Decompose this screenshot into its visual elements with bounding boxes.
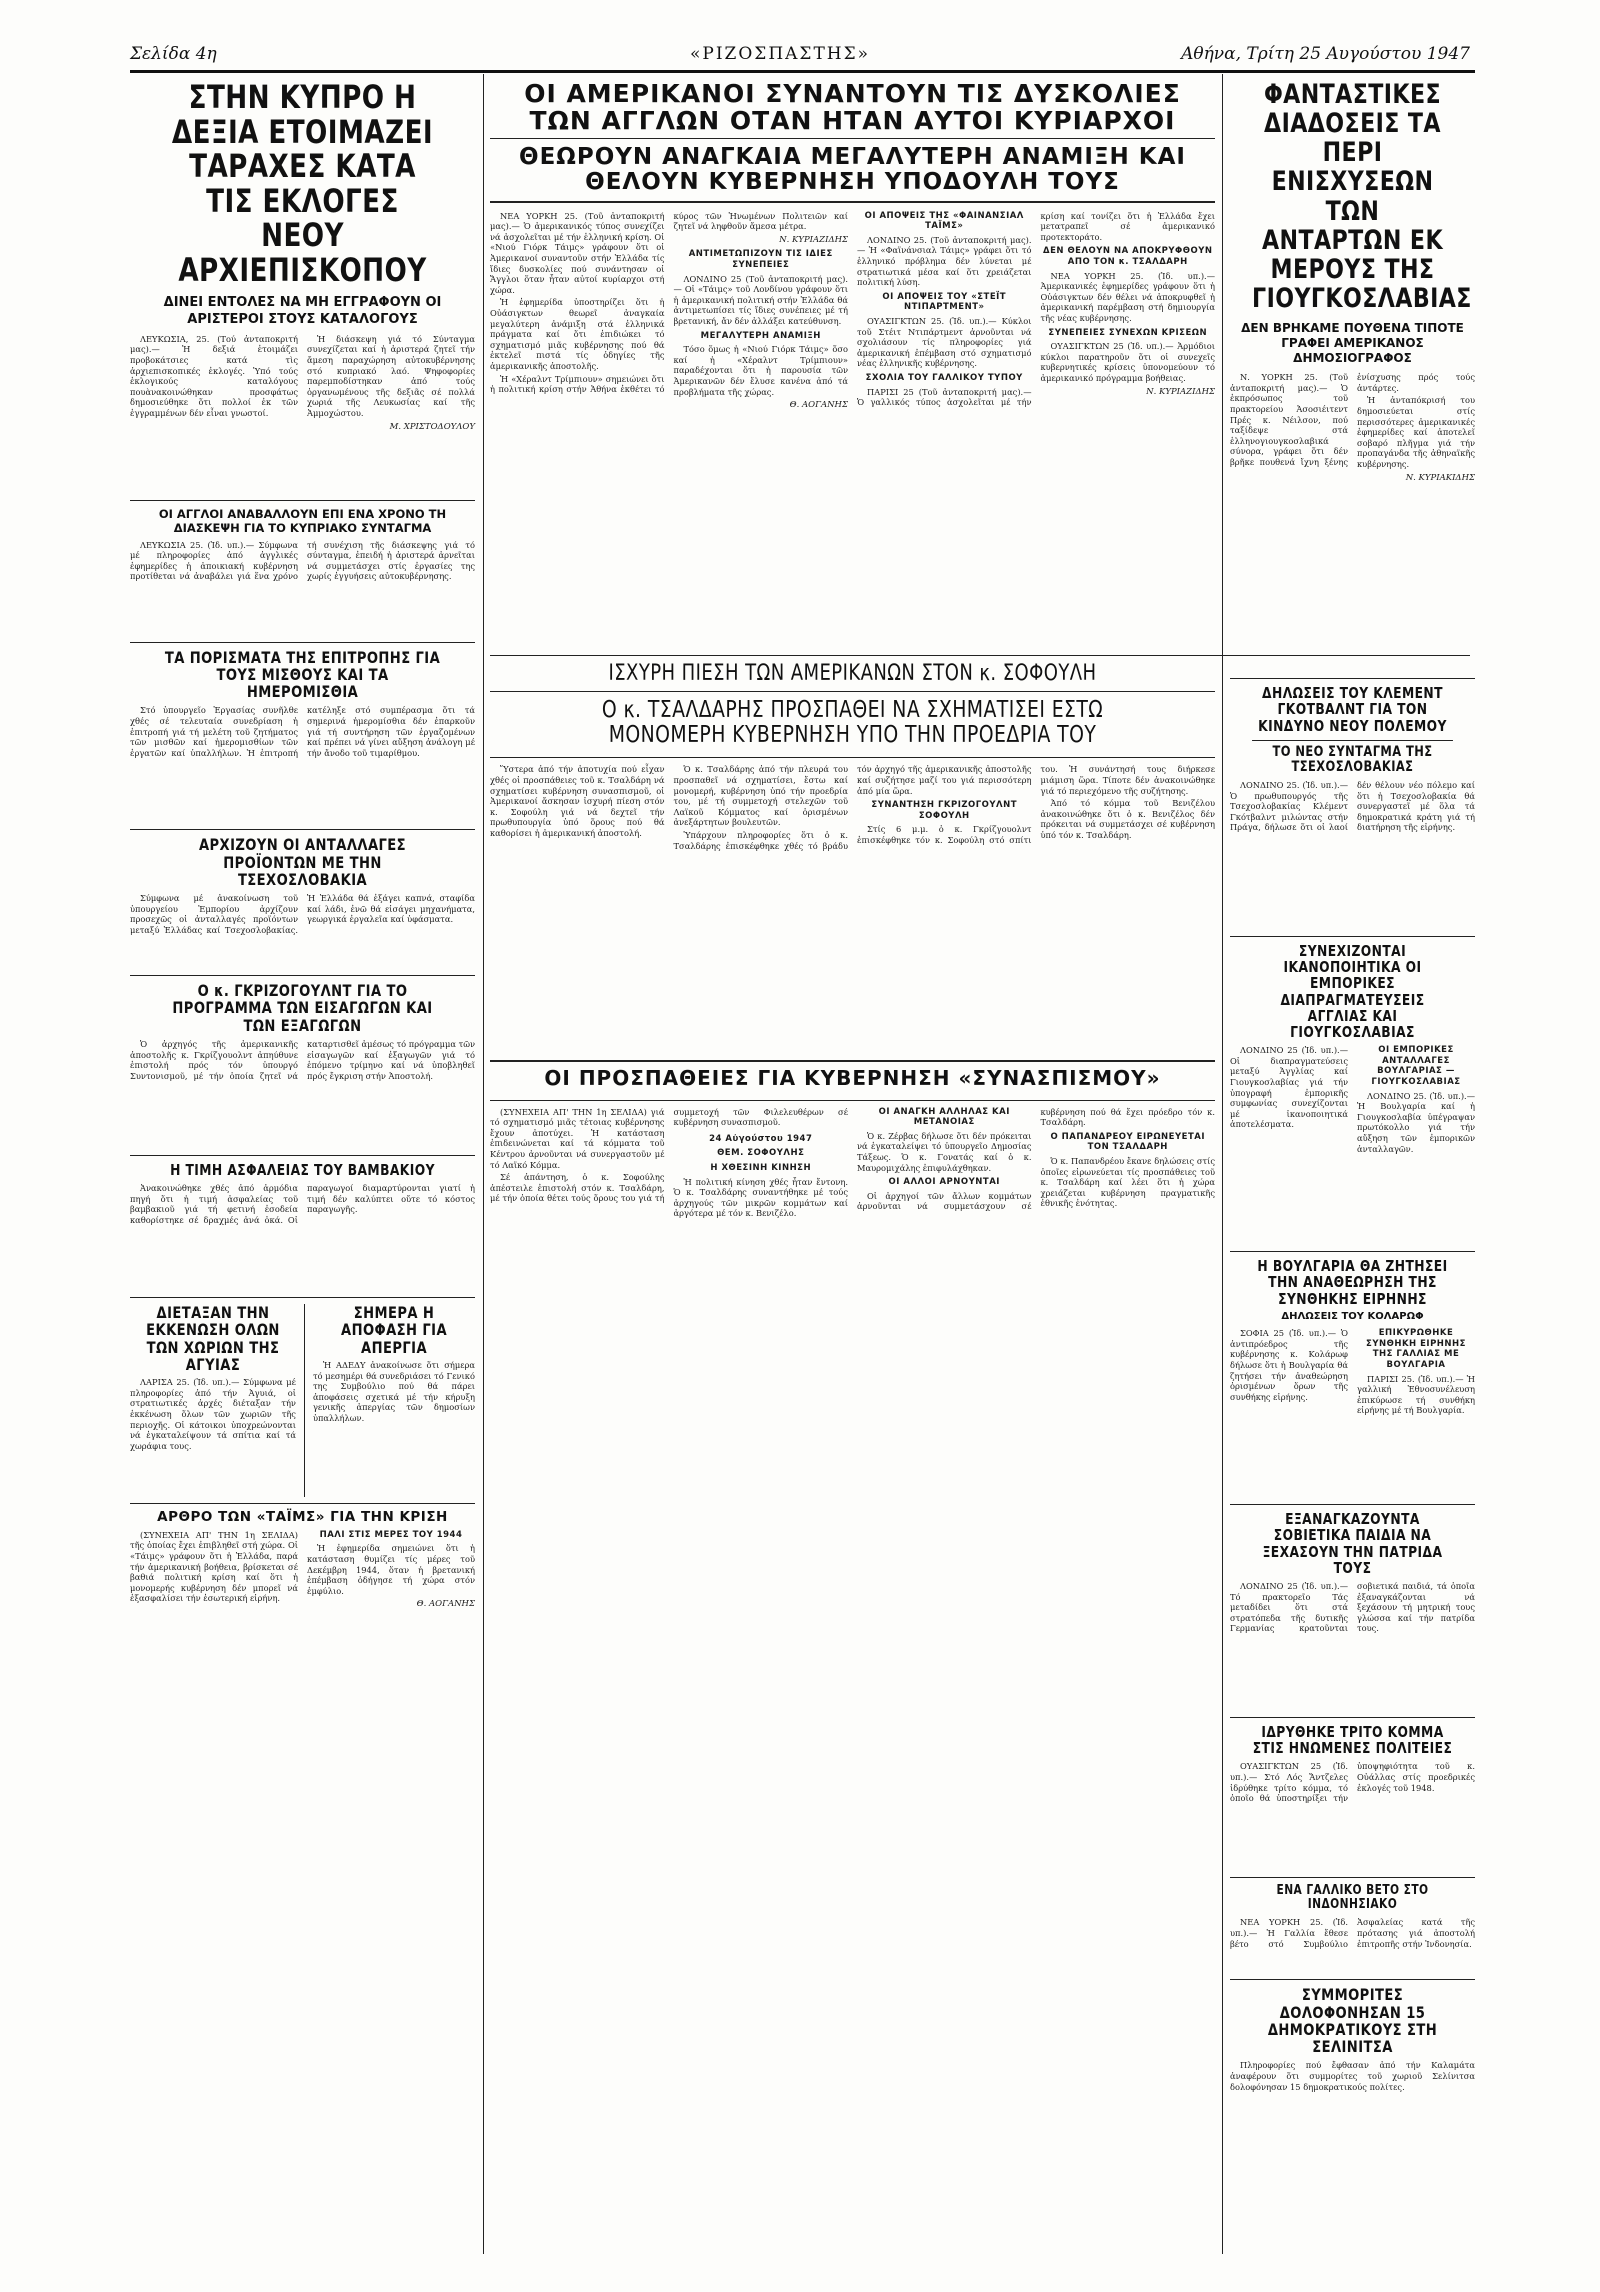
article-body: ΝΕΑ ΥΟΡΚΗ 25. (Τοῦ ἀνταποκριτή μας).— Ὁ ἀμερικανικός τύπος συνεχίζει νά ἀσχολεῖται μέ τήν ἑλληνική κρίση. Οἱ «Νιού Γιόρκ Τάιμς» γράφουν ὅτι οἱ Ἀμερικανοί συναντοῦν στήν Ἑλλάδα τίς ἴδιες δυσκολίες πού συνάντησαν οἱ Ἄγγλοι ὅταν ἦταν αὐτοί κυρίαρχοι στή χώρα. Ἡ ἐφημερίδα ὑποστηρίζει ὅτι ἡ Οὐάσιγκτων θεωρεῖ ἀναγκαία μεγαλύτερη ἀνάμιξη στά ἑλληνικά πράγματα καί ὅτι ἐπιδιώκει τό σχηματισμό μιᾶς κυβέρνησης πού θά ἐκτελεῖ πιστά τίς ὁδηγίες τῆς ἀμερικανικῆς ἀποστολῆς. Ἡ «Χέραλντ Τρίμπιουν» σημειώνει ὅτι ἡ πολιτική κρίση στήν Ἀθήνα ἐκθέτει τό κύρος τῶν Ἡνωμένων Πολιτειῶν καί ζητεῖ νά ληφθοῦν ἄμεσα μέτρα. Ν. ΚΥΡΙΑΖΙΔΗΣ ΑΝΤΙΜΕΤΩΠΙΖΟΥΝ ΤΙΣ ΙΔΙΕΣ ΣΥΝΕΠΕΙΕΣ ΛΟΝΔΙΝΟ 25 (Τοῦ ἀνταποκριτή μας).— Οἱ «Τάιμς» τοῦ Λονδίνου γράφουν ὅτι ἡ ἀμερικανική πολιτική στήν Ἑλλάδα θά ἀντιμετωπίσει τίς ἴδιες συνέπειες μέ τή βρετανική, ἄν δέν ἀλλάξει κατεύθυνση. ΜΕΓΑΛΥΤΕΡΗ ΑΝΑΜΙΞΗ Τόσο ὅμως ἡ «Νιού Γιόρκ Τάιμς» ὅσο καί ἡ «Χέραλντ Τρίμπιουν» παραδέχονται ὅτι ἡ παρουσία τῶν Ἀμερικανῶν δέν ἔλυσε κανένα ἀπό τά προβλήματα τῆς χώρας. Θ. ΑΟΓΑΝΗΣ ΟΙ ΑΠΟΨΕΙΣ ΤΗΣ «ΦΑΙΝΑΝΣΙΑΛ ΤΑΪΜΣ» ΛΟΝΔΙΝΟ 25. (Τοῦ ἀνταποκριτή μας).— Ἡ «Φαϊνάνσιαλ Τάιμς» γράφει ὅτι τό ἑλληνικό πρόβλημα δέν λύνεται μέ στρατιωτικά μέσα καί ὅτι χρειάζεται πολιτική λύση. ΟΙ ΑΠΟΨΕΙΣ ΤΟΥ «ΣΤΕΪΤ ΝΤΙΠΑΡΤΜΕΝΤ» ΟΥΑΣΙΓΚΤΩΝ 25. (Ἰδ. υπ.).— Κύκλοι τοῦ Στέιτ Ντιπάρτμεντ ἀρνοῦνται νά σχολιάσουν τίς πληροφορίες γιά ἀμερικανική ἐπέμβαση στό σχηματισμό νέας ἑλληνικῆς κυβέρνησης. ΣΧΟΛΙΑ ΤΟΥ ΓΑΛΛΙΚΟΥ ΤΥΠΟΥ ΠΑΡΙΣΙ 25 (Τοῦ ἀνταποκριτή μας).— Ὁ γαλλικός τύπος ἀσχολεῖται μέ τήν κρίση καί τονίζει ὅτι ἡ Ἑλλάδα ἔχει μετατραπεῖ σέ ἀμερικανικό προτεκτοράτο. ΔΕΝ ΘΕΛΟΥΝ ΝΑ ΑΠΟΚΡΥΦΘΟΥΝ ΑΠΟ ΤΟΝ κ. ΤΣΑΛΔΑΡΗ ΝΕΑ ΥΟΡΚΗ 25. (Ἰδ. υπ.).— Ἀμερικανικές ἐφημερίδες γράφουν ὅτι ἡ Οὐάσιγκτων δέν θέλει νά ἀποκρυφθεῖ ἡ ἀμερικανική παρέμβαση στή δημιουργία τῆς νέας κυβέρνησης. ΣΥΝΕΠΕΙΕΣ ΣΥΝΕΧΩΝ ΚΡΙΣΕΩΝ ΟΥΑΣΙΓΚΤΩΝ 25 (Ἰδ. υπ.).— Ἀρμόδιοι κύκλοι παρατηροῦν ὅτι οἱ συνεχεῖς κυβερνητικές κρίσεις ὑπονομεύουν τό ἀμερικανικό πρόγραμμα βοήθειας. Ν. ΚΥΡΙΑΖΙΔΗΣ [490, 210, 1215, 411]
subheadline: ΤΟ ΝΕΟ ΣΥΝΤΑΓΜΑ ΤΗΣ ΤΣΕΧΟΣΛΟΒΑΚΙΑΣ [1252, 740, 1453, 775]
article-body: Ἀνακοινώθηκε χθές ἀπό ἀρμόδια πηγή ὅτι ἡ τιμή ἀσφαλείας τοῦ βαμβακιοῦ γιά τή φετινή ἐσοδεία καθορίστηκε σέ δραχμές ἀνά ὀκά. Οἱ παραγωγοί διαμαρτύρονται γιατί ἡ τιμή δέν καλύπτει οὔτε τό κόστος παραγωγῆς. [130, 1183, 475, 1225]
headline: ΤΑ ΠΟΡΙΣΜΑΤΑ ΤΗΣ ΕΠΙΤΡΟΠΗΣ ΓΙΑ ΤΟΥΣ ΜΙΣΘΟΥΣ ΚΑΙ ΤΑ ΗΜΕΡΟΜΙΣΘΙΑ [164, 647, 441, 702]
newspaper-name: «ΡΙΖΟΣΠΑΣΤΗΣ» [690, 44, 871, 64]
right-column [1230, 80, 1475, 2120]
article-imports-exports [130, 982, 475, 1149]
article-bulgaria [1230, 1258, 1475, 1498]
left-column [130, 80, 475, 1970]
section-rule [130, 1155, 475, 1156]
article-body: ΛΟΝΔΙΝΟ 25 (Ἰδ. υπ.).— Τό πρακτορεῖο Τάς μεταδίδει ὅτι στά στρατόπεδα τῆς δυτικῆς Γερμανίας κρατοῦνται σοβιετικά παιδιά, τά ὁποῖα ἐξαναγκάζονται νά ξεχάσουν τή μητρική τους γλώσσα καί τήν πατρίδα τους. [1230, 1580, 1475, 1634]
headline: ΣΥΝΕΧΙΖΟΝΤΑΙ ΙΚΑΝΟΠΟΙΗΤΙΚΑ ΟΙ ΕΜΠΟΡΙΚΕΣ ΔΙΑΠΡΑΓΜΑΤΕΥΣΕΙΣ ΑΓΓΛΙΑΣ ΚΑΙ ΓΙΟΥΓΚΟΣΛΑΒΙΑΣ [1280, 942, 1425, 1041]
section-rule [130, 642, 475, 643]
headline: ΑΡΧΙΖΟΥΝ ΟΙ ΑΝΤΑΛΛΑΓΕΣ ΠΡΟΪΟΝΤΩΝ ΜΕ ΤΗΝ ΤΣΕΧΟΣΛΟΒΑΚΙΑ [198, 835, 407, 889]
article-strike [313, 1304, 475, 1497]
subhead: ΠΑΛΙ ΣΤΙΣ ΜΕΡΕΣ ΤΟΥ 1944 [319, 1529, 463, 1540]
byline: Θ. ΑΟΓΑΝΗΣ [789, 400, 848, 411]
subheadline: ΘΕΩΡΟΥΝ ΑΝΑΓΚΑΙΑ ΜΕΓΑΛΥΤΕΡΗ ΑΝΑΜΙΞΗ ΚΑΙ ΘΕΛΟΥΝ ΚΥΒΕΡΝΗΣΗ ΥΠΟΔΟΥΛΗ ΤΟΥΣ [519, 144, 1186, 195]
article-cyprus-elections [130, 80, 475, 494]
section-rule [1230, 1717, 1475, 1718]
article-body: (ΣΥΝΕΧΕΙΑ ΑΠ' ΤΗΝ 1η ΣΕΛΙΔΑ) γιά τό σχηματισμό μιᾶς τέτοιας κυβέρνησης ἔχουν ἀποτύχει. Ἡ κατάσταση ἐπιδεινώνεται καί τά κόμματα τοῦ Κέντρου ἀρνοῦνται νά συνεργαστοῦν μέ τό Λαϊκό Κόμμα. Σέ ἀπάντηση, ὁ κ. Σοφούλης ἀπέστειλε ἐπιστολή στόν κ. Τσαλδάρη, μέ τήν ὁποία θέτει τούς ὅρους του γιά τή συμμετοχή τῶν Φιλελευθέρων σέ κυβέρνηση συνασπισμοῦ. 24 Αὐγούστου 1947 ΘΕΜ. ΣΟΦΟΥΛΗΣ Η ΧΘΕΣΙΝΗ ΚΙΝΗΣΗ Ἡ πολιτική κίνηση χθές ἦταν ἔντονη. Ὁ κ. Τσαλδάρης συναντήθηκε μέ τούς ἀρχηγούς τῶν μικρῶν κομμάτων καί ἀργότερα μέ τόν κ. Βενιζέλο. ΟΙ ΑΝΑΓΚΗ ΑΛΛΗΛΑΣ ΚΑΙ ΜΕΤΑΝΟΙΑΣ Ὁ κ. Ζέρβας δήλωσε ὅτι δέν πρόκειται νά ἐγκαταλείψει τό ὑπουργεῖο Δημοσίας Τάξεως. Ὁ κ. Γονατάς καί ὁ κ. Μαυρομιχάλης ἐπιφυλάχθηκαν. ΟΙ ΑΛΛΟΙ ΑΡΝΟΥΝΤΑΙ Οἱ ἀρχηγοί τῶν ἄλλων κομμάτων ἀρνοῦνται νά συμμετάσχουν σέ κυβέρνηση πού θά ἔχει πρόεδρο τόν κ. Τσαλδάρη. Ο ΠΑΠΑΝΔΡΕΟΥ ΕΙΡΩΝΕΥΕΤΑΙ ΤΟΝ ΤΣΑΛΔΑΡΗ Ὁ κ. Παπανδρέου ἔκανε δηλώσεις στίς ὁποῖες εἰρωνεύεται τίς προσπάθειες τοῦ κ. Τσαλδάρη καί λέει ὅτι ἡ χώρα χρειάζεται κυβέρνηση πραγματικῆς ἐθνικῆς ἑνότητας. [490, 1100, 1215, 2250]
article-body: ΛΑΡΙΣΑ 25. (Ἰδ. υπ.).— Σύμφωνα μέ πληροφορίες ἀπό τήν Ἀγυιά, οἱ στρατιωτικές ἀρχές διέταξαν τήν ἐκκένωση ὅλων τῶν χωριῶν τῆς περιοχῆς. Οἱ κάτοικοι ὑποχρεώνονται νά ἐγκαταλείψουν τά σπίτια καί τά χωράφια τους. [130, 1377, 296, 1451]
top-headline-block [490, 80, 1215, 139]
headline: ΔΗΛΩΣΕΙΣ ΤΟΥ ΚΛΕΜΕΝΤ ΓΚΟΤΒΑΛΝΤ ΓΙΑ ΤΟΝ ΚΙΝΔΥΝΟ ΝΕΟΥ ΠΟΛΕΜΟΥ [1258, 684, 1447, 735]
subhead: ΣΧΟΛΙΑ ΤΟΥ ΓΑΛΛΙΚΟΥ ΤΥΠΟΥ [865, 372, 1023, 383]
article-body: ΛΟΝΔΙΝΟ 25 (Ἰδ. υπ.).— Οἱ διαπραγματεύσεις μεταξύ Ἀγγλίας καί Γιουγκοσλαβίας γιά τήν ὑπογραφή ἐμπορικῆς συμφωνίας συνεχίζονται μέ ἱκανοποιητικά ἀποτελέσματα. ΟΙ ΕΜΠΟΡΙΚΕΣ ΑΝΤΑΛΛΑΓΕΣ ΒΟΥΛΓΑΡΙΑΣ — ΓΙΟΥΓΚΟΣΛΑΒΙΑΣ ΛΟΝΔΙΝΟ 25. (Ἰδ. υπ.).— Ἡ Βουλγαρία καί ἡ Γιουγκοσλαβία ὑπέγραψαν πρωτόκολλο γιά τήν αὔξηση τῶν ἐμπορικῶν ἀνταλλαγῶν. [1230, 1045, 1475, 1154]
signature-date: 24 Αὐγούστου 1947 [709, 1133, 813, 1144]
section-rule [1230, 936, 1475, 937]
top-story [490, 80, 1215, 721]
section-rule [130, 975, 475, 976]
section-rule [130, 1297, 475, 1298]
byline: Θ. ΑΟΓΑΝΗΣ [416, 1599, 475, 1610]
subheadline: ΔΙΝΕΙ ΕΝΤΟΛΕΣ ΝΑ ΜΗ ΕΓΓΡΑΦΟΥΝ ΟΙ ΑΡΙΣΤΕΡΟΙ ΣΤΟΥΣ ΚΑΤΑΛΟΓΟΥΣ [163, 295, 442, 327]
article-evacuation [130, 1304, 296, 1497]
article-body: ΣΟΦΙΑ 25 (Ἰδ. υπ.).— Ὁ ἀντιπρόεδρος τῆς κυβέρνησης κ. Κολάρωφ δήλωσε ὅτι ἡ Βουλγαρία θά ζητήσει τήν ἀναθεώρηση ὁρισμένων ὅρων τῆς συνθήκης εἰρήνης. ΕΠΙΚΥΡΩΘΗΚΕ ΣΥΝΘΗΚΗ ΕΙΡΗΝΗΣ ΤΗΣ ΓΑΛΛΙΑΣ ΜΕ ΒΟΥΛΓΑΡΙΑ ΠΑΡΙΣΙ 25. (Ἰδ. υπ.).— Ἡ γαλλική Ἐθνοσυνέλευση ἐπικύρωσε τή συνθήκη εἰρήνης μέ τή Βουλγαρία. [1230, 1328, 1475, 1416]
section-rule [490, 1060, 1215, 1062]
subhead: ΟΙ ΑΠΟΨΕΙΣ ΤΟΥ «ΣΤΕΪΤ ΝΤΙΠΑΡΤΜΕΝΤ» [882, 291, 1007, 313]
page-number: Σελίδα 4η [130, 44, 217, 64]
headline: Η ΤΙΜΗ ΑΣΦΑΛΕΙΑΣ ΤΟΥ ΒΑΜΒΑΚΙΟΥ [170, 1160, 435, 1179]
dateline: Αθήνα, Τρίτη 25 Αυγούστου 1947 [1181, 44, 1470, 64]
two-article-row [130, 1304, 475, 1497]
subhead: ΟΙ ΑΠΟΨΕΙΣ ΤΗΣ «ΦΑΙΝΑΝΣΙΑΛ ΤΑΪΜΣ» [864, 210, 1024, 232]
section-rule [1230, 1979, 1475, 1980]
article-body: Πληροφορίες πού ἔφθασαν ἀπό τήν Καλαμάτα ἀναφέρουν ὅτι συμμορίτες τοῦ χωριοῦ Σελίνιτσα δολοφόνησαν 15 δημοκρατικούς πολίτες. [1230, 2060, 1475, 2092]
article-soviet-children [1230, 1511, 1475, 1711]
top-subheadline-block [490, 139, 1215, 203]
section-rule [130, 1503, 475, 1504]
subhead: ΟΙ ΑΝΑΓΚΗ ΑΛΛΗΛΑΣ ΚΑΙ ΜΕΤΑΝΟΙΑΣ [878, 1106, 1010, 1128]
section-rule [1230, 1877, 1475, 1878]
headline: Η ΒΟΥΛΓΑΡΙΑ ΘΑ ΖΗΤΗΣΕΙ ΤΗΝ ΑΝΑΘΕΩΡΗΣΗ ΤΗΣ ΣΥΝΘΗΚΗΣ ΕΙΡΗΝΗΣ [1257, 1257, 1448, 1308]
subhead: ΔΕΝ ΘΕΛΟΥΝ ΝΑ ΑΠΟΚΡΥΦΘΟΥΝ ΑΠΟ ΤΟΝ κ. ΤΣΑΛΔΑΡΗ [1042, 246, 1213, 268]
headline: ΟΙ ΑΜΕΡΙΚΑΝΟΙ ΣΥΝΑΝΤΟΥΝ ΤΙΣ ΔΥΣΚΟΛΙΕΣ ΤΩΝ ΑΓΓΛΩΝ ΟΤΑΝ ΗΤΑΝ ΑΥΤΟΙ ΚΥΡΙΑΡΧΟΙ [524, 79, 1181, 135]
article-gottwald [1230, 685, 1475, 930]
header-rule [130, 70, 1475, 73]
article-body: ΟΥΑΣΙΓΚΤΩΝ 25 (Ἰδ. υπ.).— Στό Λός Ἄντζελες ἱδρύθηκε τρίτο κόμμα, τό ὁποῖο θά ὑποστηρίξει τήν ὑποψηφιότητα τοῦ κ. Οὐάλλας στίς προεδρικές ἐκλογές τοῦ 1948. [1230, 1761, 1475, 1804]
article-french-veto [1230, 1884, 1475, 1973]
byline: Ν. ΚΥΡΙΑΖΙΔΗΣ [1146, 386, 1215, 397]
section-rule [1230, 1251, 1475, 1252]
article-body: (ΣΥΝΕΧΕΙΑ ΑΠ' ΤΗΝ 1η ΣΕΛΙΔΑ) τῆς ὁποίας ἔχει ἐπιβληθεῖ στή χώρα. Οἱ «Τάιμς» γράφουν ὅτι ἡ Ἑλλάδα, παρά τήν ἀμερικανική βοήθεια, βρίσκεται σέ βαθιά πολιτική κρίση καί ὅτι ἡ μονομερής κυβέρνηση δέν μπορεῖ νά ἐξασφαλίσει τήν ἐσωτερική εἰρήνη. ΠΑΛΙ ΣΤΙΣ ΜΕΡΕΣ ΤΟΥ 1944 Ἡ ἐφημερίδα σημειώνει ὅτι ἡ κατάσταση θυμίζει τίς μέρες τοῦ Δεκέμβρη 1944, ὅταν ἡ βρετανική ἐπέμβαση ὁδήγησε τή χώρα στόν ἐμφύλιο. Θ. ΑΟΓΑΝΗΣ [130, 1529, 475, 1610]
subhead: ΟΙ ΑΛΛΟΙ ΑΡΝΟΥΝΤΑΙ [888, 1177, 1000, 1188]
subhead: ΜΕΓΑΛΥΤΕΡΗ ΑΝΑΜΙΞΗ [700, 330, 821, 341]
article-body: ΛΟΝΔΙΝΟ 25. (Ἰδ. υπ.).— Ὁ πρωθυπουργός τῆς Τσεχοσλοβακίας Κλέμεντ Γκότβαλντ μιλώντας στήν Πράγα, δήλωσε ὅτι οἱ λαοί δέν θέλουν νέο πόλεμο καί ὅτι ἡ Τσεχοσλοβακία θά συνεργαστεῖ μέ ὅλα τά δημοκρατικά κράτη γιά τή διατήρηση τῆς εἰρήνης. [1230, 780, 1475, 833]
article-cyprus-constitution [130, 507, 475, 636]
headline: ΕΝΑ ΓΑΛΛΙΚΟ ΒΕΤΟ ΣΤΟ ΙΝΔΟΝΗΣΙΑΚΟ [1276, 1883, 1429, 1913]
coalition-story [490, 1068, 1215, 2250]
article-selinitsa [1230, 1986, 1475, 2120]
page-header [130, 40, 1470, 70]
section-rule [130, 829, 475, 830]
headline: ΙΔΡΥΘΗΚΕ ΤΡΙΤΟ ΚΟΜΜΑ ΣΤΙΣ ΗΝΩΜΕΝΕΣ ΠΟΛΙΤΕΙΕΣ [1252, 1722, 1453, 1758]
article-times [130, 1510, 475, 1970]
subhead: ΕΠΙΚΥΡΩΘΗΚΕ ΣΥΝΘΗΚΗ ΕΙΡΗΝΗΣ ΤΗΣ ΓΑΛΛΙΑΣ ΜΕ ΒΟΥΛΓΑΡΙΑ [1366, 1328, 1466, 1370]
headline: ΙΣΧΥΡΗ ΠΙΕΣΗ ΤΩΝ ΑΜΕΡΙΚΑΝΩΝ ΣΤΟΝ κ. ΣΟΦΟΥΛΗ [608, 661, 1097, 686]
article-trade-talks [1230, 943, 1475, 1245]
headline: ΣΥΜΜΟΡΙΤΕΣ ΔΟΛΟΦΟΝΗΣΑΝ 15 ΔΗΜΟΚΡΑΤΙΚΟΥΣ ΣΤΗ ΣΕΛΙΝΙΤΣΑ [1267, 1985, 1438, 2057]
byline: Μ. ΧΡΙΣΤΟΔΟΥΛΟΥ [389, 421, 475, 432]
headline: ΣΤΗΝ ΚΥΠΡΟ Η ΔΕΞΙΑ ΕΤΟΙΜΑΖΕΙ ΤΑΡΑΧΕΣ ΚΑΤΑ ΤΙΣ ΕΚΛΟΓΕΣ ΝΕΟΥ ΑΡΧΙΕΠΙΣΚΟΠΟΥ [171, 78, 434, 289]
headline: ΣΗΜΕΡΑ Η ΑΠΟΦΑΣΗ ΓΙΑ ΑΠΕΡΓΙΑ [340, 1303, 447, 1357]
article-czech-trade [130, 836, 475, 969]
headline: ΕΞΑΝΑΓΚΑΖΟΥΝΤΑ ΣΟΒΙΕΤΙΚΑ ΠΑΙΔΙΑ ΝΑ ΞΕΧΑΣΟΥΝ ΤΗΝ ΠΑΤΡΙΔΑ ΤΟΥΣ [1262, 1510, 1443, 1577]
article-body: Σύμφωνα μέ ἀνακοίνωση τοῦ ὑπουργείου Ἐμπορίου ἀρχίζουν προσεχῶς οἱ ἀνταλλαγές προϊόντων μεταξύ Ἑλλάδας καί Τσεχοσλοβακίας. Ἡ Ἑλλάδα θά ἐξάγει καπνά, σταφίδα καί λάδι, ἐνῶ θά εἰσάγει μηχανήματα, γεωργικά ἐργαλεῖα καί ὑφάσματα. [130, 893, 475, 935]
article-body: ΝΕΑ ΥΟΡΚΗ 25. (Ἰδ. υπ.).— Ἡ Γαλλία ἔθεσε βέτο στό Συμβούλιο Ἀσφαλείας κατά τῆς πρότασης γιά ἀποστολή ἐπιτροπῆς στήν Ἰνδονησία. [1230, 1917, 1475, 1949]
subhead: Η ΧΘΕΣΙΝΗ ΚΙΝΗΣΗ [710, 1162, 812, 1173]
column-rule [304, 1304, 305, 1497]
subhead: Ο ΠΑΠΑΝΔΡΕΟΥ ΕΙΡΩΝΕΥΕΤΑΙ ΤΟΝ ΤΣΑΛΔΑΡΗ [1050, 1131, 1205, 1153]
byline: Ν. ΚΥΡΙΑΖΙΔΗΣ [779, 234, 848, 245]
byline: Ν. ΚΥΡΙΑΚΙΔΗΣ [1405, 472, 1475, 483]
article-body: Ἡ ΑΔΕΔΥ ἀνακοίνωσε ὅτι σήμερα τό μεσημέρι θά συνεδριάσει τό Γενικό της Συμβούλιο πού θά πάρει ἀποφάσεις σχετικά μέ τήν κήρυξη γενικῆς ἀπεργίας τῶν δημοσίων ὑπαλλήλων. [312, 1359, 475, 1423]
article-body: Ὁ ἀρχηγός τῆς ἀμερικανικῆς ἀποστολῆς κ. Γκρίζγουολντ ἀπηύθυνε ἐπιστολή πρός τόν ὑπουργό Συντονισμοῦ, μέ τήν ὁποία ζητεῖ νά καταρτισθεῖ ἀμέσως τό πρόγραμμα τῶν εἰσαγωγῶν καί ἐξαγωγῶν γιά τό ἑπόμενο τρίμηνο καί νά ὑποβληθεῖ πρός ἔγκριση στήν Ἀποστολή. [130, 1038, 475, 1081]
article-body: Ν. ΥΟΡΚΗ 25. (Τοῦ ἀνταποκριτή μας).— Ὁ ἐκπρόσωπος τοῦ πρακτορείου Ἀσοσιέιτεντ Πρές κ. Νέιλσον, πού ταξίδεψε στά ἑλληνογιουγκοσλαβικά σύνορα, γράφει ὅτι δέν βρῆκε πουθενά ἴχνη ξένης ἐνίσχυσης πρός τούς ἀντάρτες. Ἡ ἀνταπόκρισή του δημοσιεύεται στίς περισσότερες ἀμερικανικές ἐφημερίδες καί ἀποτελεῖ σοβαρό πλῆγμα γιά τήν προπαγάνδα τῆς ἀθηναϊκῆς κυβέρνησης. Ν. ΚΥΡΙΑΚΙΔΗΣ [1230, 372, 1475, 483]
article-cotton-price [130, 1162, 475, 1291]
headline: ΟΙ ΑΓΓΛΟΙ ΑΝΑΒΑΛΛΟΥΝ ΕΠΙ ΕΝΑ ΧΡΟΝΟ ΤΗ ΔΙΑΣΚΕΨΗ ΓΙΑ ΤΟ ΚΥΠΡΙΑΚΟ ΣΥΝΤΑΓΜΑ [158, 506, 447, 536]
article-body: Ὕστερα ἀπό τήν ἀποτυχία πού εἶχαν χθές οἱ προσπάθειες τοῦ κ. Τσαλδάρη νά σχηματίσει κυβέρνηση συνασπισμοῦ, οἱ Ἀμερικανοί ἄσκησαν ἰσχυρή πίεση στόν κ. Σοφούλη γιά νά δεχτεῖ τήν πρωθυπουργία ὑπό ὅρους πού θά καθορίσει ἡ ἀμερικανική ἀποστολή. Ὁ κ. Τσαλδάρης ἀπό τήν πλευρά του προσπαθεῖ νά σχηματίσει, ἔστω καί μονομερή, κυβέρνηση ὑπό τήν προεδρία του, μέ τή συμμετοχή στελεχῶν τοῦ Λαϊκοῦ Κόμματος καί ὁρισμένων ἀνεξάρτητων βουλευτῶν. Ὑπάρχουν πληροφορίες ὅτι ὁ κ. Τσαλδάρης ἐπισκέφθηκε χθές τό βράδυ τόν ἀρχηγό τῆς ἀμερικανικῆς ἀποστολῆς καί συζήτησε μαζί του γιά περισσότερη ἀπό μία ὥρα. ΣΥΝΑΝΤΗΣΗ ΓΚΡΙΖΟΓΟΥΛΝΤ ΣΟΦΟΥΛΗ Στίς 6 μ.μ. ὁ κ. Γκρίζγουολντ ἐπισκέφθηκε τόν κ. Σοφούλη στό σπίτι του. Ἡ συνάντησή τους διήρκεσε μιάμιση ὥρα. Τίποτε δέν ἀνακοινώθηκε γιά τό περιεχόμενο τῆς συζήτησης. Ἀπό τό κόμμα τοῦ Βενιζέλου ἀνακοινώθηκε ὅτι ὁ κ. Βενιζέλος δέν πρόκειται νά συμμετάσχει σέ κυβέρνηση ὑπό τόν κ. Τσαλδάρη. [490, 757, 1215, 1027]
signature: ΘΕΜ. ΣΟΦΟΥΛΗΣ [717, 1148, 805, 1159]
headline: Ο κ. ΓΚΡΙΖΟΓΟΥΛΝΤ ΓΙΑ ΤΟ ΠΡΟΓΡΑΜΜΑ ΤΩΝ ΕΙΣΑΓΩΓΩΝ ΚΑΙ ΤΩΝ ΕΞΑΓΩΓΩΝ [172, 981, 433, 1035]
subhead: ΣΥΝΕΠΕΙΕΣ ΣΥΝΕΧΩΝ ΚΡΙΣΕΩΝ [1048, 327, 1208, 338]
headline: ΟΙ ΠΡΟΣΠΑΘΕΙΕΣ ΓΙΑ ΚΥΒΕΡΝΗΣΗ «ΣΥΝΑΣΠΙΣΜΟΥ» [544, 1066, 1161, 1090]
article-body: ΛΕΥΚΩΣΙΑ 25. (Ἰδ. υπ.).— Σύμφωνα μέ πληροφορίες ἀπό ἀγγλικές ἐφημερίδες ἡ ἀποικιακή κυβέρνηση προτίθεται νά ἀναβάλει γιά ἕνα χρόνο τή συνέχιση τῆς διάσκεψης γιά τό σύνταγμα, ἐπειδή ἡ ἀριστερά ἀρνεῖται νά συμμετάσχει στίς ἐργασίες της χωρίς ἐγγυήσεις αὐτοκυβέρνησης. [130, 539, 475, 582]
article-third-party [1230, 1724, 1475, 1871]
subhead: ΣΥΝΑΝΤΗΣΗ ΓΚΡΙΖΟΓΟΥΛΝΤ ΣΟΦΟΥΛΗ [871, 800, 1018, 821]
column-rule [1222, 74, 1223, 2254]
headline: ΦΑΝΤΑΣΤΙΚΕΣ ΔΙΑΔΟΣΕΙΣ ΤΑ ΠΕΡΙ ΕΝΙΣΧΥΣΕΩΝ ΤΩΝ ΑΝΤΑΡΤΩΝ ΕΚ ΜΕΡΟΥΣ ΤΗΣ ΓΙΟΥΓΚΟΣΛΑΒΙΑΣ [1252, 79, 1472, 315]
section-rule [1230, 678, 1475, 679]
subheadline: Ο κ. ΤΣΑΛΔΑΡΗΣ ΠΡΟΣΠΑΘΕΙ ΝΑ ΣΧΗΜΑΤΙΣΕΙ ΕΣΤΩ ΜΟΝΟΜΕΡΗ ΚΥΒΕΡΝΗΣΗ ΥΠΟ ΤΗΝ ΠΡΟΕΔΡΙΑ ΤΟΥ [601, 696, 1104, 748]
section-rule [130, 500, 475, 501]
headline: ΔΙΕΤΑΞΑΝ ΤΗΝ ΕΚΚΕΝΩΣΗ ΟΛΩΝ ΤΩΝ ΧΩΡΙΩΝ ΤΗΣ ΑΓΥΙΑΣ [146, 1303, 280, 1374]
headline: ΑΡΘΡΟ ΤΩΝ «ΤΑΪΜΣ» ΓΙΑ ΤΗΝ ΚΡΙΣΗ [157, 1509, 448, 1526]
subheadline: ΔΕΝ ΒΡΗΚΑΜΕ ΠΟΥΘΕΝΑ ΤΙΠΟΤΕ ΓΡΑΦΕΙ ΑΜΕΡΙΚΑΝΟΣ ΔΗΜΟΣΙΟΓΡΑΦΟΣ [1241, 321, 1464, 366]
article-body: ΛΕΥΚΩΣΙΑ, 25. (Τού ἀνταποκριτή μας).— Ἡ δεξιά ἑτοιμάζει προβοκάτσιες κατά τὶς ἀρχιεπισκοπικές ἐκλογές. Ὑπό τούς ἐκλογικούς καταλόγους πουὰνακοινώθηκαν προσφάτως δημοσιεύθηκε ὅτι πολλοί ἐκ τῶν ἐγγραμμένων δέν εἶναι γνωστοί. Ἡ διάσκεψη γιά τό Σύνταγμα συνεχίζεται καί ἡ ἀριστερά ζητεῖ τήν ἄμεση παραχώρηση αὐτοκυβέρνησης στό κυπριακό λαό. Ψηφοφορίες παρεμποδίστηκαν ἀπό τούς ὀργανωμένους τῆς δεξιᾶς σέ πολλά χωριά τῆς Λευκωσίας καί τῆς Ἀμμοχώστου. Μ. ΧΡΙΣΤΟΔΟΥΛΟΥ [130, 333, 475, 432]
subhead: ΟΙ ΕΜΠΟΡΙΚΕΣ ΑΝΤΑΛΛΑΓΕΣ ΒΟΥΛΓΑΡΙΑΣ — ΓΙΟΥΓΚΟΣΛΑΒΙΑΣ [1371, 1045, 1461, 1087]
subheadline-block [490, 691, 1215, 748]
article-yugoslavia-rumours [1230, 80, 1475, 672]
middle-story [490, 662, 1215, 1027]
article-wages [130, 649, 475, 824]
section-rule [1230, 1504, 1475, 1505]
subhead: ΑΝΤΙΜΕΤΩΠΙΖΟΥΝ ΤΙΣ ΙΔΙΕΣ ΣΥΝΕΠΕΙΕΣ [688, 249, 833, 271]
subheadline: ΔΗΛΩΣΕΙΣ ΤΟΥ ΚΟΛΑΡΩΦ [1281, 1310, 1424, 1322]
article-body: Στό ὑπουργεῖο Ἐργασίας συνῆλθε χθές σέ τελευταία συνεδρίαση ἡ ἐπιτροπή γιά τή μελέτη τοῦ ζητήματος τῶν μισθῶν καί ἡμερομισθίων τῶν ἐργατῶν καί ὑπαλλήλων. Ἡ ἐπιτροπή κατέληξε στό συμπέρασμα ὅτι τά σημερινά ἡμερομίσθια δέν ἐπαρκοῦν γιά τή συντήρηση τῶν ἐργαζομένων καί πρέπει νά γίνει αὔξηση ἀνάλογη μέ τήν ἄνοδο τοῦ τιμαρίθμου. [130, 705, 475, 758]
column-rule [483, 74, 484, 2254]
